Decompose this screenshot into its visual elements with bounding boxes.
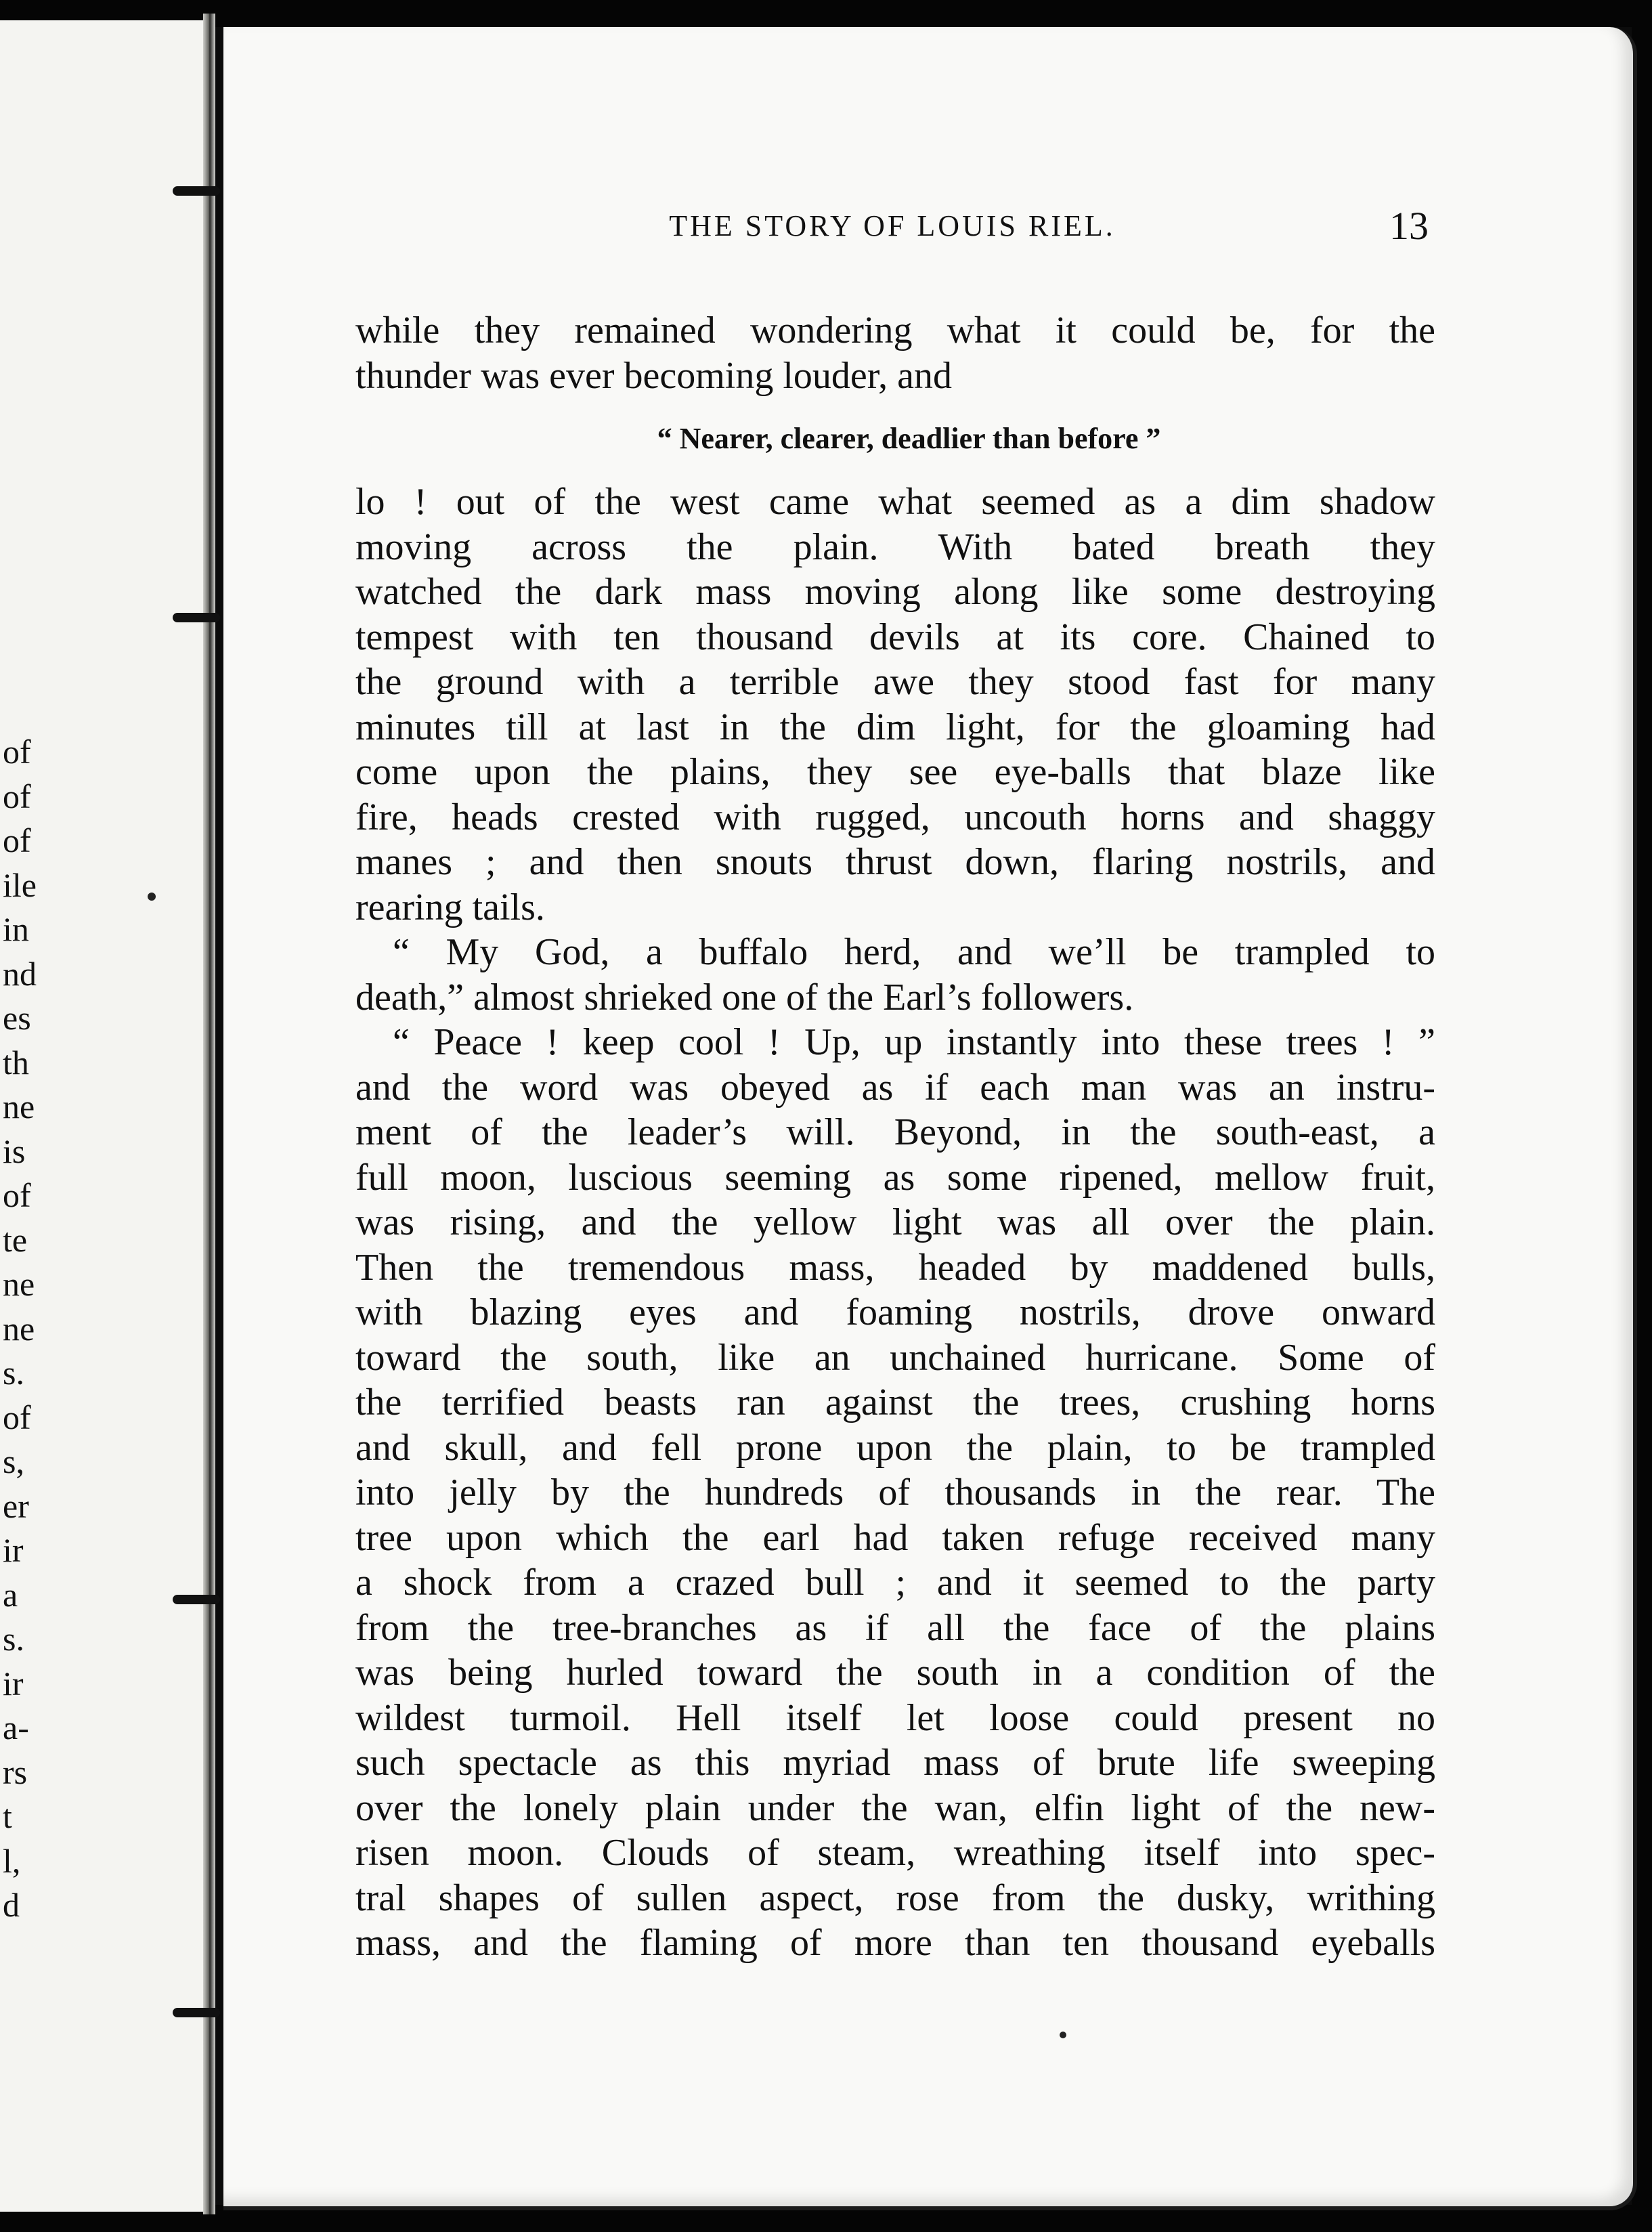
facing-page-fragment: ir <box>3 1531 24 1569</box>
body-text <box>355 308 1435 1966</box>
text-line: “ My God, a buffalo herd, and we’ll be trampled to <box>393 931 1435 973</box>
binding-stitch-mark <box>173 186 220 196</box>
text-line: tree upon which the earl had taken refuge received many <box>355 1516 1435 1559</box>
facing-page-fragment: t <box>3 1797 12 1835</box>
facing-page-fragment: s, <box>3 1442 24 1480</box>
facing-page-text <box>3 730 70 1928</box>
text-line: tempest with ten thousand devils at its core. Chained to <box>355 616 1435 658</box>
text-line: full moon, luscious seeming as some ripened, mellow fruit, <box>355 1156 1435 1199</box>
text-line: into jelly by the hundreds of thousands in the rear. The <box>355 1472 1435 1514</box>
facing-page-fragment: of <box>3 1398 31 1436</box>
facing-page-fragment: th <box>3 1043 29 1081</box>
facing-page-fragment: a <box>3 1575 18 1614</box>
text-line: rearing tails. <box>355 886 545 928</box>
text-line: come upon the plains, they see eye-balls that blaze like <box>355 751 1435 793</box>
ink-speck <box>1060 2032 1066 2038</box>
text-line: was rising, and the yellow light was all over the plain. <box>355 1201 1435 1243</box>
page-number: 13 <box>1389 204 1429 248</box>
text-line: watched the dark mass moving along like some destroying <box>355 571 1435 613</box>
facing-page-fragment: d <box>3 1886 20 1924</box>
facing-page-fragment: is <box>3 1132 26 1170</box>
text-line: lo ! out of the west came what seemed as a dim shadow <box>355 481 1435 523</box>
facing-page-fragment: er <box>3 1486 29 1525</box>
text-line: wildest turmoil. Hell itself let loose could present no <box>355 1696 1435 1739</box>
facing-page-fragment: nd <box>3 954 37 993</box>
text-line: tral shapes of sullen aspect, rose from the dusky, writhing <box>355 1876 1435 1919</box>
text-line: death,” almost shrieked one of the Earl’s followers. <box>355 976 1134 1018</box>
binding-stitch-mark <box>173 2008 220 2017</box>
text-line: manes ; and then snouts thrust down, flaring nostrils, and <box>355 841 1435 883</box>
text-line: and skull, and fell prone upon the plain, to be trampled <box>355 1426 1435 1469</box>
facing-page-fragment: ir <box>3 1664 24 1702</box>
facing-page-fragment: in <box>3 910 29 948</box>
scan-border-top <box>0 0 1652 27</box>
facing-page-fragment: es <box>3 999 31 1037</box>
facing-page-fragment: ne <box>3 1088 35 1125</box>
text-line: “ Peace ! keep cool ! Up, up instantly into these trees ! ” <box>393 1021 1435 1063</box>
facing-page-fragment: l, <box>3 1841 21 1880</box>
text-line: ment of the leader’s will. Beyond, in the south-east, a <box>355 1111 1435 1153</box>
text-line: while they remained wondering what it could be, for the <box>355 309 1435 351</box>
text-line: with blazing eyes and foaming nostrils, drove onward <box>355 1291 1435 1333</box>
facing-page-fragment: te <box>3 1220 28 1259</box>
text-line: thunder was ever becoming louder, and <box>355 354 953 397</box>
text-line: from the tree-branches as if all the face of the plains <box>355 1606 1435 1649</box>
text-line: Then the tremendous mass, headed by maddened bulls, <box>355 1246 1435 1289</box>
text-line: such spectacle as this myriad mass of brute life sweeping <box>355 1742 1435 1784</box>
book-gutter <box>203 14 215 2214</box>
quoted-epigraph: “ Nearer, clearer, deadlier than before ” <box>657 422 1161 455</box>
facing-page-fragment: s. <box>3 1620 24 1658</box>
binding-stitch-mark <box>173 1595 220 1604</box>
paragraph-2 <box>355 930 1435 1020</box>
paragraph-1 <box>355 479 1435 930</box>
binding-stitch-mark <box>173 613 220 622</box>
facing-page-fragment: of <box>3 733 31 771</box>
facing-page-fragment: of <box>3 821 31 859</box>
text-line: mass, and the flaming of more than ten thousand eyeballs <box>355 1922 1435 1964</box>
ink-speck <box>148 893 156 901</box>
running-head: THE STORY OF LOUIS RIEL. <box>669 209 1116 242</box>
text-line: was being hurled toward the south in a condition of the <box>355 1652 1435 1694</box>
paragraph-3 <box>355 1020 1435 1966</box>
text-line: risen moon. Clouds of steam, wreathing itself into spec- <box>355 1832 1435 1874</box>
facing-page-fragment: ile <box>3 865 37 904</box>
text-line: moving across the plain. With bated breath they <box>355 525 1435 568</box>
facing-page-fragment: rs <box>3 1753 28 1791</box>
opening-lines <box>355 308 1435 398</box>
text-line: the terrified beasts ran against the trees, crushing horns <box>355 1381 1435 1423</box>
facing-page-fragment: ne <box>3 1309 35 1348</box>
facing-page-fragment: ne <box>3 1265 35 1303</box>
facing-page-fragment: a- <box>3 1709 29 1746</box>
text-line: fire, heads crested with rugged, uncouth horns and shaggy <box>355 796 1435 838</box>
facing-page-fragment: s. <box>3 1354 24 1392</box>
text-line: and the word was obeyed as if each man was an instru- <box>355 1066 1435 1109</box>
facing-page <box>0 20 215 2212</box>
text-line: toward the south, like an unchained hurricane. Some of <box>355 1336 1435 1379</box>
text-line: over the lonely plain under the wan, elfin light of the new- <box>355 1786 1435 1829</box>
facing-page-fragment: of <box>3 777 31 815</box>
text-line: a shock from a crazed bull ; and it seemed to the party <box>355 1562 1435 1604</box>
text-line: the ground with a terrible awe they stood fast for many <box>355 661 1435 703</box>
facing-page-fragment: of <box>3 1176 31 1214</box>
text-line: minutes till at last in the dim light, for the gloaming had <box>355 706 1435 748</box>
